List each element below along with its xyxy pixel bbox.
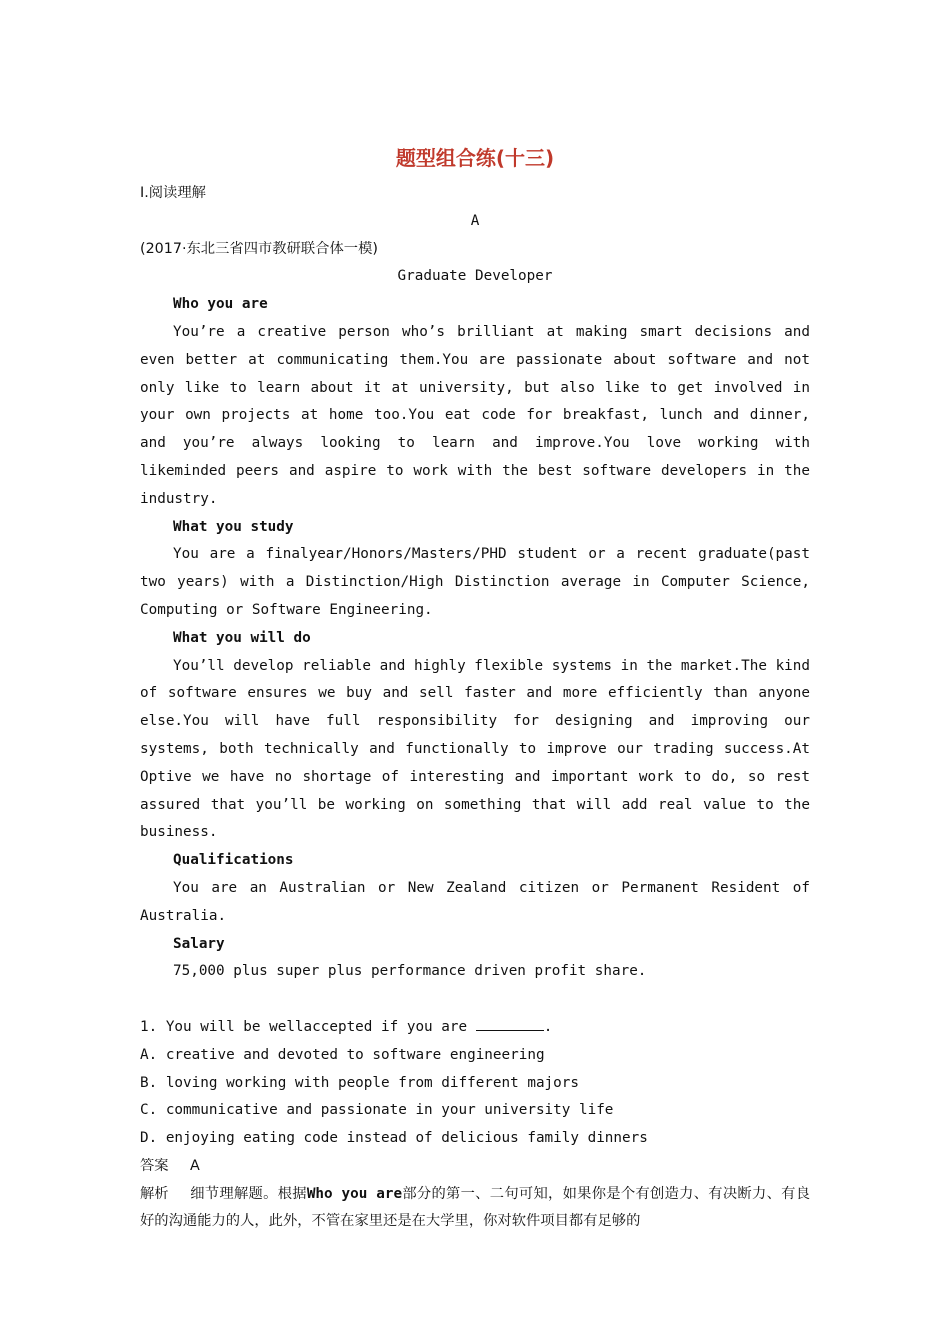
heading-salary: Salary xyxy=(173,935,225,952)
answer-line xyxy=(140,1153,810,1181)
analysis-text-1: 细节理解题。根据 xyxy=(190,1185,307,1202)
analysis-label: 解析 xyxy=(140,1185,169,1202)
analysis-text-2: 部分的第一、二句可知，如果你是个有创造力、有决断力、有良好的沟通能力的人，此外，不管在家里还是在大学里，你对软件项目都有足够的 xyxy=(140,1185,811,1230)
paragraph-salary: 75,000 plus super plus performance driven profit share. xyxy=(173,963,647,980)
heading-qualifications: Qualifications xyxy=(173,852,294,869)
analysis-paragraph xyxy=(140,1181,810,1237)
answer-label: 答案 xyxy=(140,1157,169,1174)
option-b: B. loving working with people from different majors xyxy=(140,1074,579,1091)
paragraph-who-you-are: You’re a creative person who’s brilliant at making smart decisions and even better at communicating them.You are passionate about software and not only like to learn about it at university, but also like to get involved in your own projects at home too.You eat code for breakfast, lunch and dinner, and you’re always looking to learn and improve.You love working with likeminded peers and aspire to work with the best software developers in the industry. xyxy=(140,323,810,507)
heading-who-you-are: Who you are xyxy=(173,296,268,313)
option-d: D. enjoying eating code instead of delicious family dinners xyxy=(140,1130,648,1147)
passage-letter: A xyxy=(470,212,480,229)
paragraph-what-you-will-do: You’ll develop reliable and highly flexible systems in the market.The kind of software ensures we buy and sell faster and more efficiently than anyone else.You will have full responsibility for designing and improving our systems, both technically and functionally to improve our trading success.At Optive we have no shortage of interesting and important work to do, so rest assured that you’ll be working on something that will add real value to the business. xyxy=(140,657,810,841)
option-c: C. communicative and passionate in your university life xyxy=(140,1102,614,1119)
option-a: A. creative and devoted to software engineering xyxy=(140,1046,545,1063)
heading-what-you-study: What you study xyxy=(173,518,294,535)
heading-what-you-will-do: What you will do xyxy=(173,629,311,646)
document-page xyxy=(140,140,810,1236)
passage-source: (2017·东北三省四市教研联合体一模) xyxy=(140,240,378,257)
paragraph-what-you-study: You are a finalyear/Honors/Masters/PHD student or a recent graduate(past two years) with a Distinction/High Distinction average in Computer Science, Computing or Software Engineering. xyxy=(140,546,810,618)
spacer xyxy=(140,986,810,1014)
answer-blank xyxy=(476,1016,544,1031)
question-stem-end: . xyxy=(543,1018,553,1035)
paragraph-qualifications: You are an Australian or New Zealand citizen or Permanent Resident of Australia. xyxy=(140,879,810,924)
question-stem xyxy=(140,1014,810,1042)
passage-title: Graduate Developer xyxy=(397,268,553,285)
answer-value: A xyxy=(190,1157,200,1174)
section-heading: Ⅰ.阅读理解 xyxy=(140,185,206,201)
page-title: 题型组合练(十三) xyxy=(395,146,555,170)
analysis-bold-ref: Who you are xyxy=(306,1185,403,1202)
question-stem-text: 1. You will be wellaccepted if you are xyxy=(140,1018,468,1035)
